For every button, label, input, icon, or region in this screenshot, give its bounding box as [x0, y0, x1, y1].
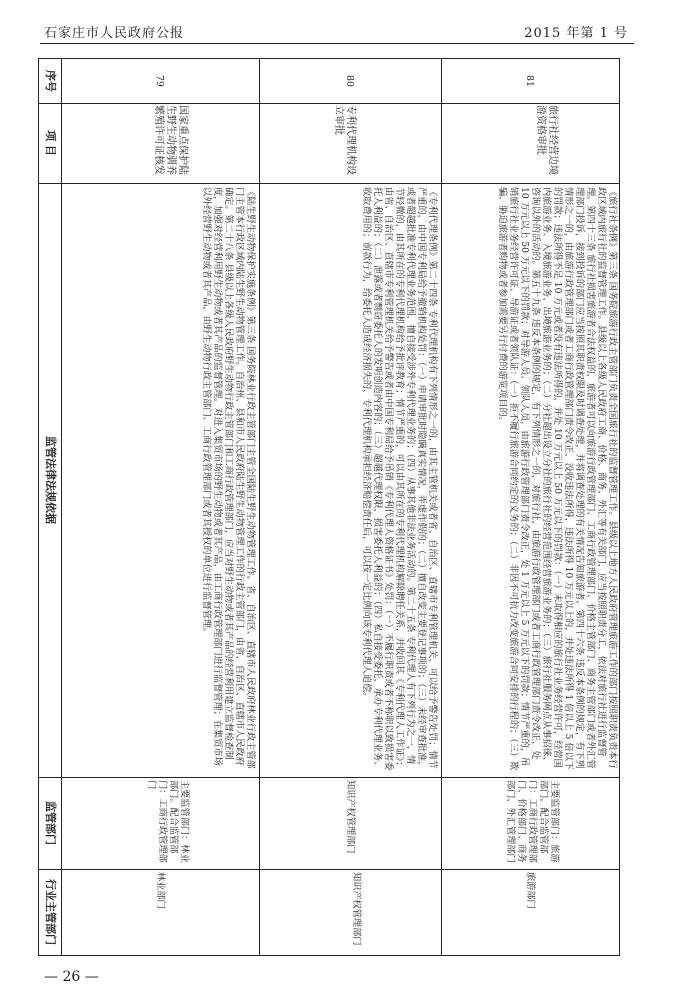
row-79-item-cell: [61, 103, 259, 183]
row-81-supervisor-cell: [441, 777, 619, 869]
header-seq: 序号: [44, 70, 57, 92]
row-80-item-cell: [259, 103, 441, 183]
header-cell: [39, 869, 61, 955]
header-basis: 监管法律法规依据: [44, 436, 57, 524]
row-81-item: 旅行社经营边境游资格审批: [535, 105, 558, 175]
row-80-supervisor: 知识产权管理部门: [345, 780, 356, 854]
row-81-item-cell: [441, 103, 619, 183]
row-79-competent: 林业部门: [155, 872, 166, 909]
header-cell: [39, 103, 61, 183]
row-80-item: 专利代理机构设立审批: [333, 105, 356, 175]
row-80-seq: 80: [344, 75, 355, 87]
row-81-supervisor: 主要监管部门：旅游部门。配合监管部门：工商行政管理部门、价格部门、商务部门、外汇管理部门: [505, 780, 560, 863]
row-79-basis-cell: [61, 183, 259, 777]
row-80-basis-cell: [259, 183, 441, 777]
header-item: 项 目: [44, 130, 57, 156]
regulation-table: [38, 58, 620, 956]
header-cell: [39, 59, 61, 103]
row-81-seq-cell: [441, 59, 619, 103]
row-80-competent: 知识产权管理部门: [351, 872, 362, 946]
row-80-competent-cell: [259, 869, 441, 955]
row-80-supervisor-cell: [259, 777, 441, 869]
row-79-supervisor-cell: [61, 777, 259, 869]
row-79-supervisor: 主要监管部门：林业部门。配合监管部门：工商行政管理部门: [146, 780, 190, 863]
header-cell: [39, 777, 61, 869]
row-79-seq-cell: [61, 59, 259, 103]
row-81-seq: 81: [524, 75, 535, 87]
header-rule: [40, 43, 634, 44]
row-81-basis-cell: [441, 183, 619, 777]
header-left-title: 石家庄市人民政府公报: [44, 26, 185, 41]
page-number: — 26 —: [44, 969, 99, 985]
header-competent: 行业主管部门: [44, 879, 57, 945]
row-81-basis: 《旅行社条例》第三条 国务院旅游行政主管部门负责全国旅行社的监督管理工作。县级以上地方人民政府管理旅游工作的部门按照职责负责本行政区域内旅行社的监督管理工作。县级以上各级人民政府工商、价格、商务、外汇等有关部门，应当按照职责分工，依法对旅行社进行监督管理。第四十三条 旅行社损害旅游者合法权益的，旅游者可以向旅游行政管理部门、工商行政管理部门、价格主管部门、商务主管部门或者外汇管理部门投诉，接到投诉的部门应当按照其职责权限及时调查处理，并将调查处理的有关情况告知旅游者。第四十六条 违反本条例的规定，有下列情形之一的，由旅游行政管理部门或者工商行政管理部门责令改正，没收违法所得，违法所得 10 万元以上的，并处违法所得 1 倍以上 5 倍以下的罚款；违法所得不足 10 万元或者没有违法所得的，并处 10 万元以上 50 万元以下的罚款：（一）未取得相应的旅行社业务经营许可，经营国内旅游业务、入境旅游业务、出境旅游业务的；（二）分社超出设立分社的旅行社的经营范围经营旅游业务的；（三）旅行社服务网点从事招徕、咨询以外的活动的。第五十九条 违反本条例的规定，有下列情形之一的，对旅行社，由旅游行政管理部门或者工商行政管理部门责令改正，处 10 万元以上 50 万元以下的罚款；对导游人员、领队人员，由旅游行政管理部门责令改正，处 1 万元以上 5 万元以下的罚款；情节严重的，吊销旅行社业务经营许可证、导游证或者领队证：（一）拒不履行旅游合同约定的义务的；（二）非因不可抗力改变旅游合同安排的行程的；（三）欺骗、胁迫旅游者购物或者参加需要另行付费的游览项目的。: [497, 187, 618, 771]
row-81-competent-cell: [441, 869, 619, 955]
header-supervisor: 监管部门: [44, 801, 57, 845]
row-79-seq: 79: [154, 75, 165, 87]
row-80-basis: 《专利代理条例》第二十四条 专利代理机构有下列情形之一的，由其主管机关或者省、自治区、直辖市专利管理机关，可以给予警告处罚；情节严重的，由中国专利局给予撤销机构处罚：（一）申请审批时隐瞒真实情况，弄虚作假的；（二）擅自改变主要登记事项的；（三）未经审查批准，或者超越批准专利代理业务范围，擅自接受涉外专利代理业务的；（四）从事其他非法业务活动的。第二十五条 专利代理人有下列行为之一，情节轻微的，由其所在的专利代理机构给予批评教育；情节严重的，可以由其所在的专利代理机构解除聘任关系，并收回其《专利代理人工作证》；由省、自治区、直辖市专利管理机关给予警告或者由中国专利局给予吊销《专利代理人资格证书》处罚：（一）不履行职责或者不称职以致损害委托人利益的；（二）泄露或者剽窃委托人的发明创造内容的；（三）超越代理权限，损害委托人利益的；（四）私自接受委托，承办专利代理业务、收取费用的；前款行为，给委托人造成经济损失的，专利代理机构承担经济赔偿责任后，可以按一定比例向该专利代理人追偿。: [361, 187, 438, 771]
row-79-competent-cell: [61, 869, 259, 955]
header-cell: [39, 183, 61, 777]
row-80-seq-cell: [259, 59, 441, 103]
row-79-basis: 《陆生野生动物保护实施条例》第三条 国务院林业行政主管部门主管全国陆生野生动物管理工作。省、自治区、直辖市人民政府林业行政主管部门主管本行政区域内陆生野生动物管理工作。自治州、县和市人民政府陆生野生动物管理工作的行政主管部门，由省、自治区、直辖市人民政府确定。第二十八条 县级以上各级人民政府野生动物行政主管部门和工商行政管理部门，应当对野生动物或者其产品的经营利用建立监督检查制度，加强对经营利用野生动物或者其产品的监督管理。对进入集贸市场的野生动物或者其产品，由工商行政管理部门进行监督管理；在集贸市场以外经营野生动物或者其产品，由野生动物行政主管部门、工商行政管理部门或者其授权的单位进行监督管理。: [201, 187, 256, 769]
row-81-competent: 旅游部门: [525, 872, 536, 909]
row-79-item: 国家重点保护陆生野生动物驯养繁殖许可证核发: [153, 105, 188, 175]
header-issue-number: 2015 年第 1 号: [524, 26, 628, 41]
